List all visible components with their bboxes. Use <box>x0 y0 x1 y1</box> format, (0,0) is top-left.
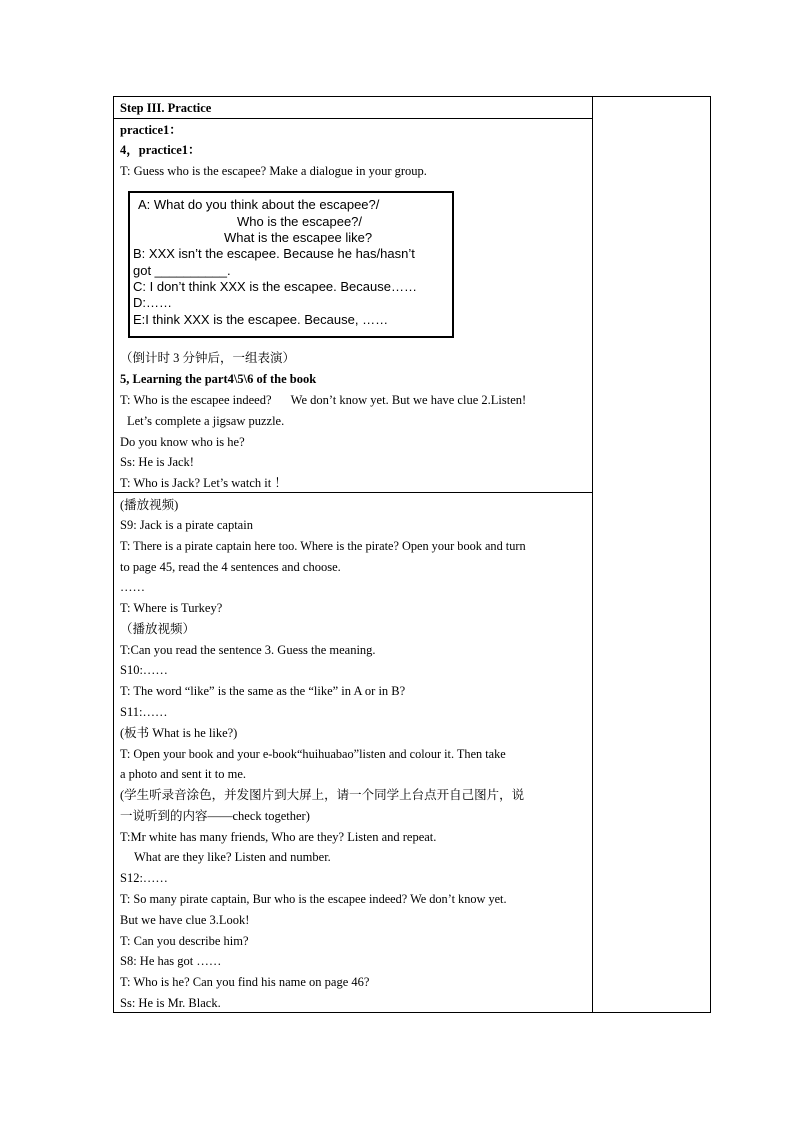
text-line: But we have clue 3.Look! <box>120 913 250 927</box>
text-line: T:Mr white has many friends, Who are they? Listen and repeat. <box>120 830 437 844</box>
text-line: …… <box>120 580 145 594</box>
text-line: (板书 What is he like?) <box>120 726 238 740</box>
text-line: T: The word “like” is the same as the “like” in A or in B? <box>120 684 406 698</box>
text-line: a photo and sent it to me. <box>120 767 247 781</box>
column-divider <box>592 97 593 1012</box>
row-divider <box>114 492 592 493</box>
text-line: S10:…… <box>120 663 168 677</box>
text-line: What are they like? Listen and number. <box>134 850 331 864</box>
dialogue-line: B: XXX isn’t the escapee. Because he has/hasn’t <box>133 246 415 261</box>
text-line: T: There is a pirate captain here too. Where is the pirate? Open your book and turn <box>120 539 526 553</box>
text-line: （倒计时 3 分钟后，一组表演） <box>120 351 296 365</box>
text-line: T:Can you read the sentence 3. Guess the meaning. <box>120 643 376 657</box>
text-segment: T: Who is the escapee indeed? <box>120 393 272 407</box>
text-line: T: Can you describe him? <box>120 934 249 948</box>
dialogue-line: got __________. <box>133 263 231 278</box>
text-line: 一说听到的内容——check together) <box>120 809 310 823</box>
text-line: S12:…… <box>120 871 168 885</box>
text-line: (播放视频) <box>120 498 179 512</box>
text-line: T: So many pirate captain, Bur who is the escapee indeed? We don’t know yet. <box>120 892 507 906</box>
text-line: Do you know who is he? <box>120 435 245 449</box>
text-line: S8: He has got …… <box>120 954 222 968</box>
text-line: S11:…… <box>120 705 168 719</box>
dialogue-line: What is the escapee like? <box>224 230 373 245</box>
lesson-plan-table <box>113 96 711 1013</box>
row-divider <box>114 118 592 119</box>
text-line: 4，practice1： <box>120 143 201 157</box>
text-segment: We don’t know yet. But we have clue 2.Listen! <box>290 393 527 407</box>
dialogue-line: Who is the escapee?/ <box>237 214 363 229</box>
text-line: 5, Learning the part4\5\6 of the book <box>120 372 317 386</box>
section-title: Step III. Practice <box>120 101 212 115</box>
dialogue-line: D:…… <box>133 295 172 310</box>
text-line: practice1： <box>120 123 182 137</box>
dialogue-line: E:I think XXX is the escapee. Because, …… <box>133 312 389 327</box>
text-line: Let’s complete a jigsaw puzzle. <box>127 414 285 428</box>
text-line: T: Who is Jack? Let’s watch it ！ <box>120 476 287 490</box>
text-line: (学生听录音涂色，并发图片到大屏上，请一个同学上台点开自己图片，说 <box>120 788 525 802</box>
text-line: T: Who is he? Can you find his name on page 46? <box>120 975 370 989</box>
dialogue-line: A: What do you think about the escapee?/ <box>138 197 380 212</box>
text-line: T: Where is Turkey? <box>120 601 223 615</box>
text-line: Ss: He is Mr. Black. <box>120 996 221 1010</box>
dialogue-line: C: I don’t think XXX is the escapee. Because…… <box>133 279 417 294</box>
text-line: S9: Jack is a pirate captain <box>120 518 253 532</box>
text-line: T: Open your book and your e-book“huihuabao”listen and colour it. Then take <box>120 747 506 761</box>
dialogue-box <box>128 191 454 338</box>
text-line <box>120 393 526 407</box>
text-line: to page 45, read the 4 sentences and choose. <box>120 560 341 574</box>
text-line: Ss: He is Jack! <box>120 455 194 469</box>
text-line: T: Guess who is the escapee? Make a dialogue in your group. <box>120 164 427 178</box>
text-line: （播放视频） <box>120 622 196 636</box>
